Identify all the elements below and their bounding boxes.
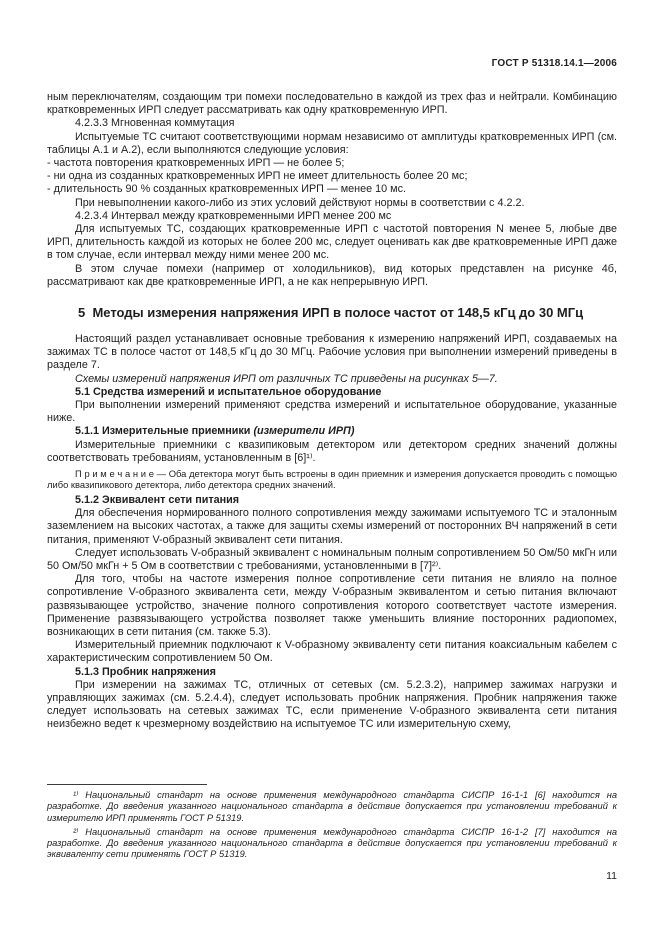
footnotes-block: [47, 784, 617, 864]
section-5-title: 5 Методы измерения напряжения ИРП в полосе частот от 148,5 кГц до 30 МГц: [78, 305, 584, 321]
paragraph-continuation: ным переключателям, создающим три помехи последовательно в каждой из трех фаз и нейтрали. Комбинацию кратковременных ИРП следует рассматривать как одну кратковременную ИРП.: [47, 91, 617, 117]
clause-heading-4-2-3-3: 4.2.3.3 Мгновенная коммутация: [75, 117, 235, 130]
paragraph: При выполнении измерений применяют средства измерений и испытательное оборудование, указанные ниже.: [47, 399, 617, 425]
clause-heading-5-1-1: [47, 425, 617, 438]
paragraph: Настоящий раздел устанавливает основные требования к измерению напряжений ИРП, создаваемых на зажимах ТС в полосе частот от 148,5 кГц до 30 МГц. Рабочие условия при выполнении измерений приведены в разделе 7.: [47, 333, 617, 372]
list-item: - частота повторения кратковременных ИРП — не более 5;: [47, 157, 345, 170]
list-item: - ни одна из созданных кратковременных ИРП не имеет длительность более 20 мс;: [47, 170, 468, 183]
footnote-separator-rule: [47, 784, 207, 785]
page-content: [47, 58, 617, 732]
standard-number: ГОСТ Р 51318.14.1—2006: [491, 58, 617, 69]
clause-heading-4-2-3-4: 4.2.3.4 Интервал между кратковременными ИРП менее 200 мс: [75, 209, 392, 222]
paragraph: Измерительные приемники с квазипиковым детектором или детектором средних значений должны соответствовать требованиям, установленным в [6]¹⁾.: [47, 438, 617, 464]
paragraph-italic: Схемы измерений напряжения ИРП от различных ТС приведены на рисунках 5—7.: [75, 372, 498, 385]
paragraph: Испытуемые ТС считают соответствующими нормам независимо от амплитуды кратковременных ИРП (см. таблицы А.1 и А.2), если выполняются следующие условия:: [47, 130, 617, 156]
footnote-1: ¹⁾ Национальный стандарт на основе применения международного стандарта СИСПР 16-1-1 [6] находится на разработке. До введения указанного национального стандарта в действие допускается при установлении требований к измерителю ИРП применять ГОСТ Р 51319.: [47, 790, 617, 823]
page-number: 11: [606, 870, 617, 882]
paragraph: Измерительный приемник подключают к V-образному эквиваленту сети питания коаксиальным кабелем с характеристическим сопротивлением 50 Ом.: [47, 639, 617, 665]
clause-heading-5-1-1-italic: (измерители ИРП): [253, 425, 355, 438]
clause-heading-5-1: 5.1 Средства измерений и испытательное оборудование: [75, 385, 382, 398]
paragraph: При измерении на зажимах ТС, отличных от сетевых (см. 5.2.3.2), например зажимах нагрузки и управляющих зажимах (см. 5.2.4.4), следует использовать пробник напряжения. Пробник напряжения также следует использовать на сетевых зажимах ТС, если применение V-образного эквивалента сети питания неизбежно ведет к чрезмерному воздействию на испытуемое ТС или измерительную схему,: [47, 678, 617, 731]
paragraph: При невыполнении какого-либо из этих условий действуют нормы в соответствии с 4.2.2.: [75, 196, 525, 209]
clause-heading-5-1-2: 5.1.2 Эквивалент сети питания: [75, 493, 240, 506]
clause-heading-5-1-1-label: 5.1.1 Измерительные приемники: [75, 425, 251, 438]
footnote-2: ²⁾ Национальный стандарт на основе применения международного стандарта СИСПР 16-1-2 [7] находится на разработке. До введения указанного национального стандарта в действие допускается при установлении требований к эквиваленту сети применять ГОСТ Р 51319.: [47, 826, 617, 860]
clause-heading-5-1-3: 5.1.3 Пробник напряжения: [75, 665, 216, 678]
paragraph: В этом случае помехи (например от холодильников), вид которых представлен на рисунке 4б, рассматривают как две кратковременные ИРП, а не как непрерывную ИРП.: [47, 262, 617, 288]
list-item: - длительность 90 % созданных кратковременных ИРП — менее 10 мс.: [47, 183, 406, 196]
paragraph: Для того, чтобы на частоте измерения полное сопротивление сети питания не влияло на полное сопротивление V-образного эквивалента сети, между V-образным эквивалентом и сетью питания включают развязывающее устройство, значение полного сопротивления которого соответствует частоте измерения. Применение развязывающего устройства позволяет также уменьшить влияние посторонних радиопомех, возникающих в сети питания (см. также 5.3).: [47, 573, 617, 638]
note: П р и м е ч а н и е — Оба детектора могут быть встроены в один приемник и измерения допускается проводить с помощью либо квазипикового детектора, либо детектора средних значений.: [47, 468, 617, 491]
paragraph: Для обеспечения нормированного полного сопротивления между зажимами испытуемого ТС и эталонным заземлением на высоких частотах, а также для защиты схемы измерений от посторонних ВЧ напряжений в сети питания, применяют V-образный эквивалент сети питания.: [47, 507, 617, 546]
paragraph: Для испытуемых ТС, создающих кратковременные ИРП с частотой повторения N менее 5, любые две ИРП, длительность каждой из которых не более 200 мс, следует оценивать как две кратковременные ИРП даже в том случае, если интервал между ними менее 200 мс.: [47, 223, 617, 262]
paragraph: Следует использовать V-образный эквивалент с номинальным полным сопротивлением 50 Ом/50 мкГн или 50 Ом/50 мкГн + 5 Ом в соответствии с требованиями, установленными в [7]²⁾.: [47, 546, 617, 572]
